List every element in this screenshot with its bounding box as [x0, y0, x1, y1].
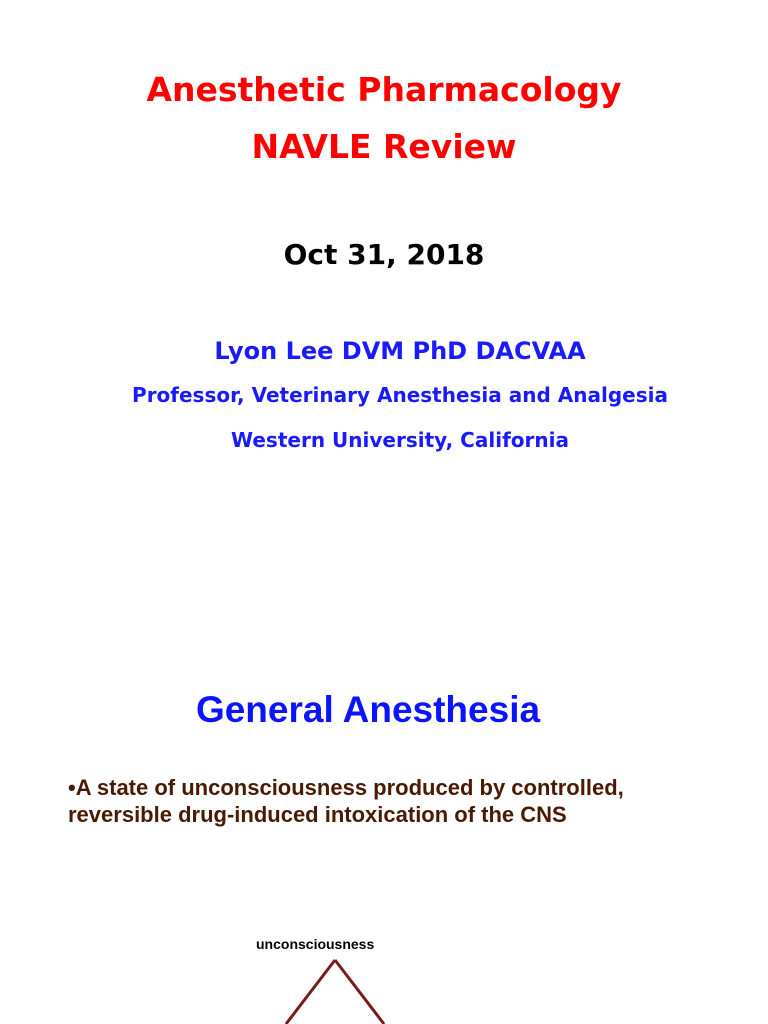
definition-bullet: •A state of unconsciousness produced by controlled, reversible drug-induced intoxication of the CNS: [68, 775, 624, 827]
author-title: Professor, Veterinary Anesthesia and Analgesia: [132, 383, 668, 407]
triangle-left-edge: [286, 960, 335, 1024]
author-affiliation: Western University, California: [231, 428, 569, 452]
anesthesia-triangle-diagram: [280, 956, 390, 1024]
author-name: Lyon Lee DVM PhD DACVAA: [214, 337, 586, 365]
slide-title-line-1: Anesthetic Pharmacology: [146, 70, 622, 109]
triangle-right-edge: [335, 960, 384, 1024]
triangle-label-unconsciousness: unconsciousness: [256, 936, 375, 952]
slide-title-line-2: NAVLE Review: [251, 127, 517, 166]
presentation-date: Oct 31, 2018: [283, 238, 485, 271]
section-heading: General Anesthesia: [195, 689, 541, 730]
